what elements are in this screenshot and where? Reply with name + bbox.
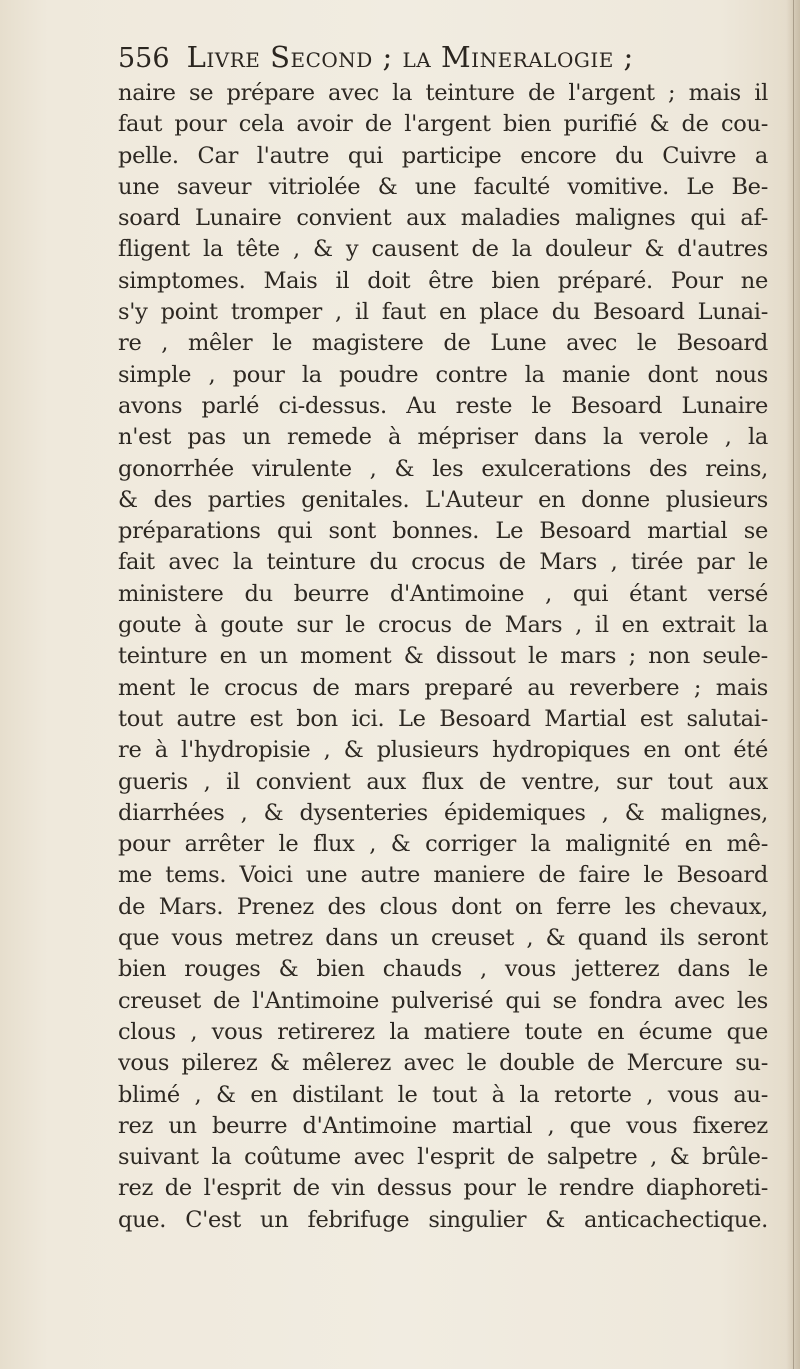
body-text — [118, 78, 768, 1236]
text-line: soard Lunaire convient aux maladies malignes qui af- — [118, 205, 768, 232]
running-title: Livre Second ; la Mineralogie ; — [186, 40, 634, 74]
text-line: simple , pour la poudre contre la manie dont nous — [118, 361, 768, 388]
text-line: rez un beurre d'Antimoine martial , que vous fixerez — [118, 1112, 768, 1139]
text-line: re , mêler le magistere de Lune avec le Besoard — [118, 330, 768, 357]
text-line: me tems. Voici une autre maniere de faire le Besoard — [118, 862, 768, 889]
text-line: de Mars. Prenez des clous dont on ferre les chevaux, — [118, 893, 768, 920]
page-number: 556 — [118, 43, 170, 74]
page-edge-line — [793, 0, 794, 1369]
text-line: re à l'hydropisie , & plusieurs hydropiques en ont été — [118, 737, 768, 764]
text-line: suivant la coûtume avec l'esprit de salpetre , & brûle- — [118, 1144, 768, 1171]
text-line: naire se prépare avec la teinture de l'argent ; mais il — [118, 80, 768, 106]
text-line: fligent la tête , & y causent de la douleur & d'autres — [118, 236, 768, 263]
text-line: diarrhées , & dysenteries épidemiques , & malignes, — [118, 799, 768, 826]
text-line: bien rouges & bien chauds , vous jetterez dans le — [118, 956, 768, 983]
text-line: tout autre est bon ici. Le Besoard Martial est salutai- — [118, 705, 768, 732]
text-line: rez de l'esprit de vin dessus pour le rendre diaphoreti- — [118, 1175, 768, 1202]
text-line: simptomes. Mais il doit être bien préparé. Pour ne — [118, 267, 768, 294]
text-line: creuset de l'Antimoine pulverisé qui se fondra avec les — [118, 987, 768, 1014]
text-line: vous pilerez & mêlerez avec le double de Mercure su- — [118, 1050, 768, 1077]
text-line: préparations qui sont bonnes. Le Besoard martial se — [118, 518, 768, 545]
text-line: que vous metrez dans un creuset , & quand ils seront — [118, 925, 768, 952]
text-line: blimé , & en distilant le tout à la retorte , vous au- — [118, 1081, 768, 1108]
text-line: fait avec la teinture du crocus de Mars , tirée par le — [118, 549, 768, 576]
text-line: ment le crocus de mars preparé au reverbere ; mais — [118, 674, 768, 701]
text-line: teinture en un moment & dissout le mars ; non seule- — [118, 643, 768, 670]
text-line: avons parlé ci-dessus. Au reste le Besoard Lunaire — [118, 392, 768, 419]
text-line: pelle. Car l'autre qui participe encore du Cuivre a — [118, 142, 768, 169]
text-line: goute à goute sur le crocus de Mars , il en extrait la — [118, 612, 768, 639]
text-line: pour arrêter le flux , & corriger la malignité en mê- — [118, 831, 768, 858]
text-line: que. C'est un febrifuge singulier & anticachectique. — [118, 1206, 768, 1233]
text-line: s'y point tromper , il faut en place du Besoard Lunai- — [118, 299, 768, 326]
text-line: gonorrhée virulente , & les exulcerations des reins, — [118, 455, 768, 482]
text-line: une saveur vitriolée & une faculté vomitive. Le Be- — [118, 173, 768, 200]
text-line: n'est pas un remede à mépriser dans la verole , la — [118, 424, 768, 451]
text-line: faut pour cela avoir de l'argent bien purifié & de cou- — [118, 111, 768, 138]
text-line: ministere du beurre d'Antimoine , qui étant versé — [118, 580, 768, 607]
text-line: & des parties genitales. L'Auteur en donne plusieurs — [118, 486, 768, 513]
text-line: clous , vous retirerez la matiere toute en écume que — [118, 1018, 768, 1045]
text-line: gueris , il convient aux flux de ventre, sur tout aux — [118, 768, 768, 795]
